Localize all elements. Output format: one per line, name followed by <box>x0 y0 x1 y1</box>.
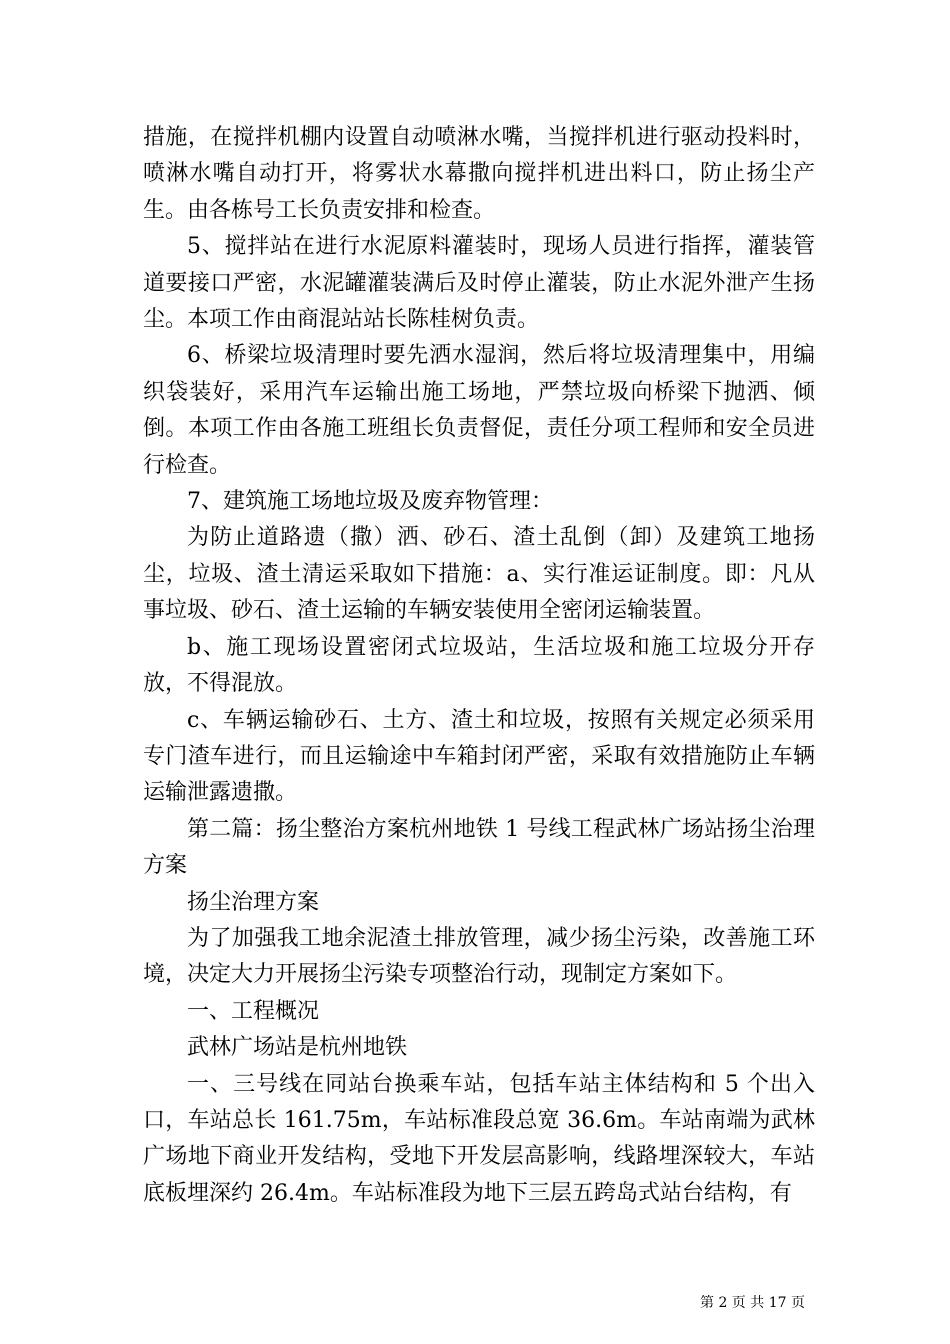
paragraph-intro: 为了加强我工地余泥渣土排放管理，减少扬尘污染，改善施工环境，决定大力开展扬尘污染专项整治行动，现制定方案如下。 <box>143 925 815 988</box>
paragraph-item-7: 7、建筑施工场地垃圾及废弃物管理： <box>187 489 553 515</box>
document-body <box>143 120 815 1212</box>
paragraph-station-details: 一、三号线在同站台换乘车站，包括车站主体结构和 5 个出入口，车站总长 161.75m，车站标准段总宽 36.6m。车站南端为武林广场地下商业开发结构，受地下开发层高影响，线路埋深较大，车站底板埋深约 26.4m。车站标准段为地下三层五跨岛式站台结构，有 <box>143 1071 815 1206</box>
paragraph-measures-c: c、车辆运输砂石、土方、渣土和垃圾，按照有关规定必须采用专门渣车进行，而且运输途中车箱封闭严密，采取有效措施防止车辆运输泄露遗撒。 <box>143 707 815 806</box>
section-title: 扬尘治理方案 <box>187 889 320 915</box>
section-heading-part-two: 第二篇：扬尘整治方案杭州地铁 1 号线工程武林广场站扬尘治理方案 <box>143 816 815 879</box>
paragraph-item-5: 5、搅拌站在进行水泥原料灌装时，现场人员进行指挥，灌装管道要接口严密，水泥罐灌装满后及时停止灌装，防止水泥外泄产生扬尘。本项工作由商混站站长陈桂树负责。 <box>143 234 815 333</box>
paragraph-measures-a: 为防止道路遗（撒）洒、砂石、渣土乱倒（卸）及建筑工地扬尘，垃圾、渣土清运采取如下措施：a、实行准运证制度。即：凡从事垃圾、砂石、渣土运输的车辆安装使用全密闭运输装置。 <box>143 525 815 624</box>
paragraph-station-intro: 武林广场站是杭州地铁 <box>187 1035 408 1061</box>
paragraph-measures-b: b、施工现场设置密闭式垃圾站，生活垃圾和施工垃圾分开存放，不得混放。 <box>143 634 815 697</box>
paragraph-continued-measures: 措施，在搅拌机棚内设置自动喷淋水嘴，当搅拌机进行驱动投料时，喷淋水嘴自动打开，将雾状水幕撒向搅拌机进出料口，防止扬尘产生。由各栋号工长负责安排和检查。 <box>143 125 815 223</box>
paragraph-item-6: 6、桥梁垃圾清理时要先洒水湿润，然后将垃圾清理集中，用编织袋装好，采用汽车运输出施工场地，严禁垃圾向桥梁下抛洒、倾倒。本项工作由各施工班组长负责督促，责任分项工程师和安全员进行检查。 <box>143 343 815 478</box>
heading-project-overview: 一、工程概况 <box>187 998 320 1024</box>
page-number-footer: 第 2 页 共 17 页 <box>700 1295 805 1311</box>
